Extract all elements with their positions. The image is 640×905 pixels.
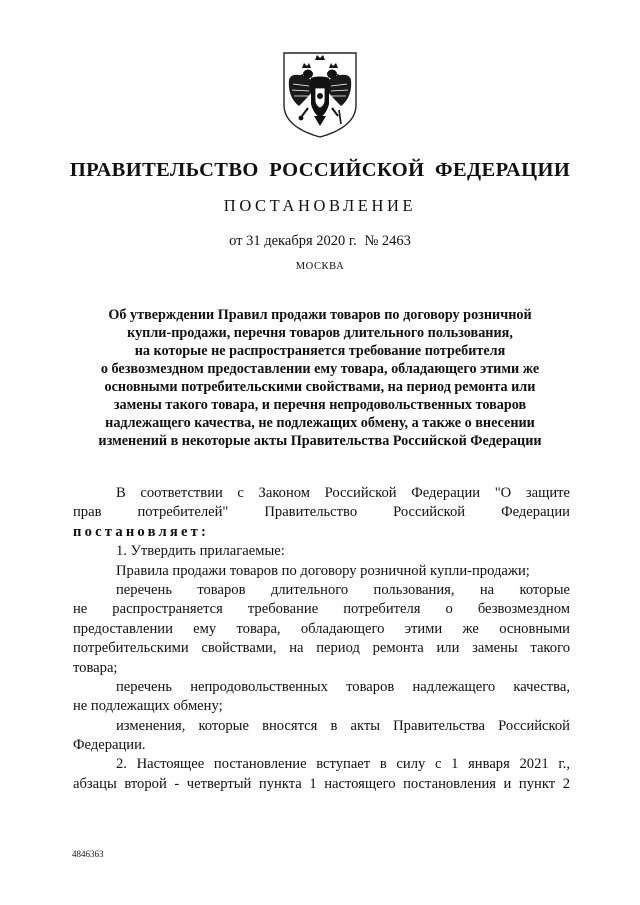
document-city: МОСКВА [295, 261, 345, 272]
body-line: прав потребителей" Правительство Российской Федерации [73, 504, 570, 521]
heading-line: о безвозмездном предоставлении ему товара, обладающего этими же [100, 361, 540, 377]
document-body [73, 484, 570, 794]
body-line: Федерации. [73, 737, 146, 754]
body-line: перечень товаров длительного пользования, на которые [116, 581, 570, 598]
heading-line: изменений в некоторые акты Правительства Российской Федерации [98, 433, 542, 449]
heading-line: надлежащего качества, не подлежащих обмену, а также о внесении [105, 415, 535, 431]
document-code: 4846363 [72, 849, 104, 859]
document-date: от 31 декабря 2020 г. [229, 233, 357, 249]
government-title: ПРАВИТЕЛЬСТВО РОССИЙСКОЙ ФЕДЕРАЦИИ [69, 159, 571, 181]
body-line: абзацы второй - четвертый пункта 1 настоящего постановления и пункт 2 [73, 775, 570, 792]
document-heading [60, 306, 580, 450]
decree-word: постановляет: [73, 523, 210, 540]
body-line: потребительскими свойствами, на период ремонта или замены такого [73, 640, 570, 657]
heading-line: замены такого товара, и перечня непродовольственных товаров [113, 397, 527, 413]
body-line: 1. Утвердить прилагаемые: [116, 543, 285, 560]
body-line: перечень непродовольственных товаров надлежащего качества, [116, 678, 570, 695]
body-line: предоставлении ему товара, обладающего этими же основными [73, 620, 570, 637]
body-line: 2. Настоящее постановление вступает в силу с 1 января 2021 г., [116, 756, 570, 773]
document-date-number [0, 233, 640, 250]
heading-line: купли-продажи, перечня товаров длительного пользования, [127, 325, 513, 341]
body-line: изменения, которые вносятся в акты Правительства Российской [116, 717, 570, 734]
body-line: не подлежащих обмену; [73, 698, 223, 715]
heading-line: основными потребительскими свойствами, на период ремонта или [104, 379, 536, 395]
coat-of-arms-emblem [281, 50, 359, 140]
heading-line: на которые не распространяется требование потребителя [134, 343, 506, 359]
heading-line: Об утверждении Правил продажи товаров по договору розничной [108, 307, 532, 323]
body-line: Правила продажи товаров по договору розничной купли-продажи; [116, 562, 530, 579]
body-line: В соответствии с Законом Российской Федерации "О защите [116, 485, 570, 501]
body-line: товара; [73, 659, 118, 676]
document-type: ПОСТАНОВЛЕНИЕ [223, 196, 417, 215]
body-line: не распространяется требование потребителя о безвозмездном [73, 601, 570, 618]
document-number: № 2463 [364, 233, 411, 249]
